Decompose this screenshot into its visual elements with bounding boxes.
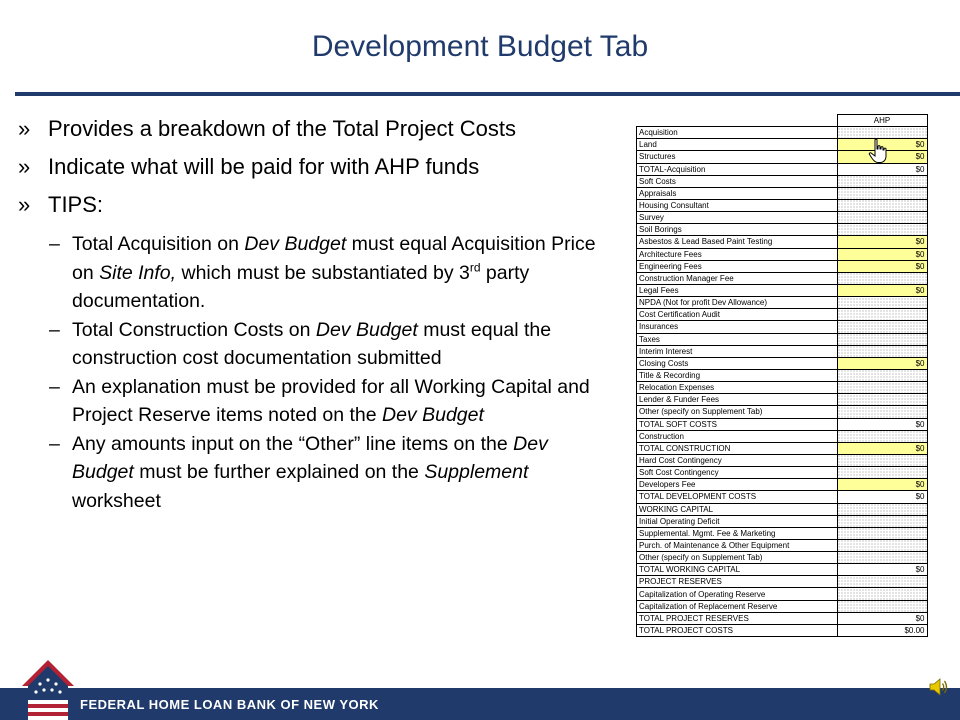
row-value-cell[interactable] xyxy=(837,382,927,394)
table-row xyxy=(637,369,928,381)
speaker-icon[interactable] xyxy=(928,676,950,698)
row-label: Construction xyxy=(637,430,838,442)
row-value-cell: $0 xyxy=(837,491,927,503)
table-row xyxy=(637,357,928,369)
row-label: Developers Fee xyxy=(637,479,838,491)
row-value-cell: $0 xyxy=(837,612,927,624)
table-row xyxy=(637,187,928,199)
table-row xyxy=(637,612,928,624)
table-row xyxy=(637,199,928,211)
bullet-item xyxy=(18,190,613,220)
row-value-cell[interactable] xyxy=(837,552,927,564)
table-row xyxy=(637,345,928,357)
row-label: Hard Cost Contingency xyxy=(637,454,838,466)
row-value-cell[interactable] xyxy=(837,212,927,224)
table-row xyxy=(637,491,928,503)
row-label: Capitalization of Replacement Reserve xyxy=(637,600,838,612)
row-label: Soil Borings xyxy=(637,224,838,236)
tip-item: – Total Construction Costs on Dev Budget must equal the construction cost documentation submitted xyxy=(18,316,613,373)
bullet-list xyxy=(18,114,613,515)
table-row xyxy=(637,309,928,321)
bullet-text: TIPS: xyxy=(48,192,104,217)
row-label: Taxes xyxy=(637,333,838,345)
row-value-cell[interactable]: $0 xyxy=(837,139,927,151)
row-label: TOTAL CONSTRUCTION xyxy=(637,442,838,454)
row-label: Acquisition xyxy=(637,127,838,139)
row-value-cell[interactable] xyxy=(837,224,927,236)
table-row xyxy=(637,406,928,418)
table-row xyxy=(637,272,928,284)
row-value-cell[interactable] xyxy=(837,503,927,515)
row-value-cell[interactable] xyxy=(837,527,927,539)
row-label: TOTAL-Acquisition xyxy=(637,163,838,175)
table-row xyxy=(637,333,928,345)
row-value-cell[interactable]: $0 xyxy=(837,151,927,163)
header-blank xyxy=(637,115,838,127)
table-row xyxy=(637,479,928,491)
tip-marker: – xyxy=(49,318,60,341)
row-value-cell[interactable] xyxy=(837,309,927,321)
row-value-cell[interactable] xyxy=(837,515,927,527)
table-row xyxy=(637,430,928,442)
row-value-cell[interactable] xyxy=(837,467,927,479)
row-value-cell[interactable] xyxy=(837,272,927,284)
row-value-cell[interactable] xyxy=(837,297,927,309)
row-value-cell[interactable] xyxy=(837,539,927,551)
bullet-marker: » xyxy=(18,154,31,179)
table-row xyxy=(637,552,928,564)
table-row xyxy=(637,297,928,309)
bullet-text: Provides a breakdown of the Total Project Costs xyxy=(48,116,516,141)
tip-item: – Total Acquisition on Dev Budget must equal Acquisition Price on Site Info, which must be substantiated by 3rd party documentation. xyxy=(18,230,613,316)
table-row xyxy=(637,382,928,394)
budget-spreadsheet xyxy=(636,114,927,637)
bullet-text: Indicate what will be paid for with AHP funds xyxy=(48,154,480,179)
row-value-cell[interactable]: $0 xyxy=(837,442,927,454)
table-row xyxy=(637,163,928,175)
row-value-cell: $0 xyxy=(837,163,927,175)
row-label: Soft Cost Contingency xyxy=(637,467,838,479)
table-row xyxy=(637,284,928,296)
row-label: PROJECT RESERVES xyxy=(637,576,838,588)
row-label: TOTAL PROJECT COSTS xyxy=(637,624,838,636)
row-label: Architecture Fees xyxy=(637,248,838,260)
row-label: Relocation Expenses xyxy=(637,382,838,394)
table-row xyxy=(637,515,928,527)
table-row xyxy=(637,260,928,272)
table-row xyxy=(637,539,928,551)
row-label: Cost Certification Audit xyxy=(637,309,838,321)
table-row xyxy=(637,454,928,466)
row-label: Capitalization of Operating Reserve xyxy=(637,588,838,600)
table-row xyxy=(637,175,928,187)
row-value-cell[interactable] xyxy=(837,345,927,357)
table-row xyxy=(637,624,928,636)
row-value-cell: $0 xyxy=(837,418,927,430)
row-value-cell[interactable]: $0 xyxy=(837,260,927,272)
table-row xyxy=(637,600,928,612)
row-value-cell[interactable] xyxy=(837,394,927,406)
table-row xyxy=(637,527,928,539)
table-row xyxy=(637,236,928,248)
row-value-cell[interactable] xyxy=(837,369,927,381)
row-label: TOTAL DEVELOPMENT COSTS xyxy=(637,491,838,503)
table-row xyxy=(637,212,928,224)
flag-house-logo xyxy=(18,656,78,720)
row-value-cell[interactable] xyxy=(837,406,927,418)
page-title: Development Budget Tab xyxy=(311,30,649,63)
table-row xyxy=(637,442,928,454)
row-value-cell[interactable]: $0 xyxy=(837,357,927,369)
row-label: TOTAL PROJECT RESERVES xyxy=(637,612,838,624)
row-label: Supplemental. Mgmt. Fee & Marketing xyxy=(637,527,838,539)
row-label: TOTAL WORKING CAPITAL xyxy=(637,564,838,576)
row-value-cell[interactable]: $0 xyxy=(837,479,927,491)
row-label: Soft Costs xyxy=(637,175,838,187)
row-label: WORKING CAPITAL xyxy=(637,503,838,515)
row-label: Appraisals xyxy=(637,187,838,199)
row-label: Purch. of Maintenance & Other Equipment xyxy=(637,539,838,551)
row-label: Asbestos & Lead Based Paint Testing xyxy=(637,236,838,248)
table-row xyxy=(637,224,928,236)
tip-item: – Any amounts input on the “Other” line items on the Dev Budget must be further explained on the Supplement worksheet xyxy=(18,430,613,516)
table-row xyxy=(637,394,928,406)
row-label: Construction Manager Fee xyxy=(637,272,838,284)
tip-marker: – xyxy=(49,375,60,398)
row-value-cell: $0 xyxy=(837,564,927,576)
row-value-cell[interactable] xyxy=(837,321,927,333)
tip-marker: – xyxy=(49,233,60,255)
row-label: Legal Fees xyxy=(637,284,838,296)
row-label: Housing Consultant xyxy=(637,199,838,211)
bullet-marker: » xyxy=(18,192,31,217)
row-label: Initial Operating Deficit xyxy=(637,515,838,527)
row-value-cell[interactable] xyxy=(837,576,927,588)
bullet-item xyxy=(18,152,613,182)
row-value-cell[interactable] xyxy=(837,454,927,466)
row-label: Closing Costs xyxy=(637,357,838,369)
bullet-marker: » xyxy=(18,116,31,141)
row-label: Engineering Fees xyxy=(637,260,838,272)
row-value-cell[interactable]: $0 xyxy=(837,284,927,296)
row-label: TOTAL SOFT COSTS xyxy=(637,418,838,430)
table-row xyxy=(637,564,928,576)
table-header-row xyxy=(637,115,928,127)
bullet-item xyxy=(18,114,613,144)
table-row xyxy=(637,418,928,430)
column-header-ahp: AHP xyxy=(837,115,927,127)
budget-table xyxy=(636,114,928,637)
row-label: Lender & Funder Fees xyxy=(637,394,838,406)
row-value-cell[interactable]: $0 xyxy=(837,248,927,260)
row-value-cell[interactable] xyxy=(837,187,927,199)
row-value-cell: $0.00 xyxy=(837,624,927,636)
row-value-cell[interactable]: $0 xyxy=(837,236,927,248)
row-value-cell[interactable] xyxy=(837,333,927,345)
row-value-cell[interactable] xyxy=(837,199,927,211)
row-label: NPDA (Not for profit Dev Allowance) xyxy=(637,297,838,309)
row-label: Title & Recording xyxy=(637,369,838,381)
row-label: Other (specify on Supplement Tab) xyxy=(637,406,838,418)
table-row xyxy=(637,248,928,260)
table-row xyxy=(637,127,928,139)
row-value-cell[interactable] xyxy=(837,175,927,187)
row-label: Interim Interest xyxy=(637,345,838,357)
table-row xyxy=(637,503,928,515)
table-row xyxy=(637,576,928,588)
row-label: Insurances xyxy=(637,321,838,333)
title-divider xyxy=(15,92,960,96)
row-value-cell[interactable] xyxy=(837,588,927,600)
row-label: Structures xyxy=(637,151,838,163)
tip-item: – An explanation must be provided for all Working Capital and Project Reserve items noted on the Dev Budget xyxy=(18,373,613,430)
hand-pointer-icon xyxy=(868,138,890,164)
table-row xyxy=(637,588,928,600)
table-row xyxy=(637,467,928,479)
row-label: Land xyxy=(637,139,838,151)
footer-bank-name: FEDERAL HOME LOAN BANK OF NEW YORK xyxy=(80,697,379,712)
row-value-cell[interactable] xyxy=(837,600,927,612)
tip-marker: – xyxy=(49,432,60,455)
row-value-cell[interactable] xyxy=(837,127,927,139)
row-label: Other (specify on Supplement Tab) xyxy=(637,552,838,564)
table-row xyxy=(637,321,928,333)
row-label: Survey xyxy=(637,212,838,224)
row-value-cell[interactable] xyxy=(837,430,927,442)
